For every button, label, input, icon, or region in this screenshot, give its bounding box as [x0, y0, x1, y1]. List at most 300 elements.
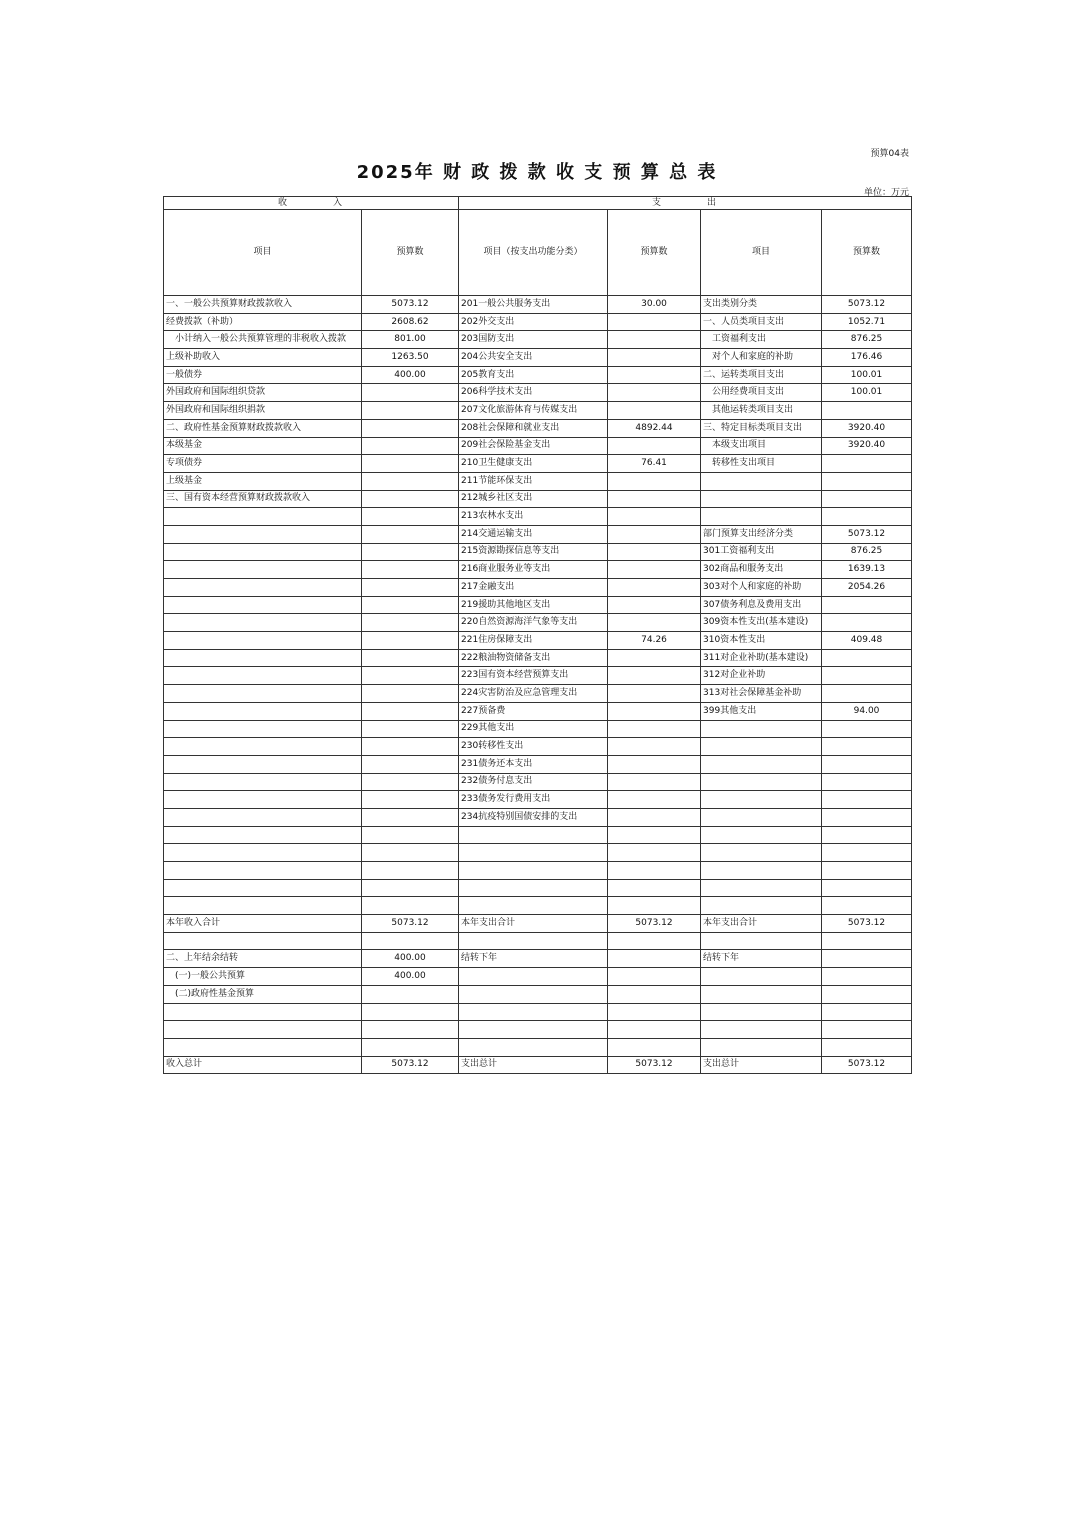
table-row: [164, 755, 912, 773]
income-item-cell: [164, 508, 362, 526]
expense-econ-amount-cell: 2054.26: [822, 579, 912, 597]
income-amount-cell: [362, 596, 459, 614]
expense-econ-amount-cell: 176.46: [822, 349, 912, 367]
table-row: [164, 702, 912, 720]
income-item-cell: [164, 1038, 362, 1056]
expense-econ-cell: 三、特定目标类项目支出: [701, 419, 822, 437]
expense-function-amount-cell: [608, 950, 701, 968]
income-item-cell: 小计纳入一般公共预算管理的非税收入拨款: [164, 331, 362, 349]
expense-econ-cell: [701, 791, 822, 809]
income-amount-cell: 400.00: [362, 366, 459, 384]
table-row: [164, 402, 912, 420]
income-amount-cell: 400.00: [362, 968, 459, 986]
income-item-cell: [164, 826, 362, 844]
income-amount-cell: [362, 791, 459, 809]
column-header: 预算数: [822, 210, 912, 296]
income-amount-cell: [362, 614, 459, 632]
expense-econ-amount-cell: [822, 932, 912, 950]
income-amount-cell: [362, 455, 459, 473]
expense-function-cell: 230转移性支出: [459, 738, 608, 756]
expense-econ-cell: [701, 932, 822, 950]
income-amount-cell: [362, 826, 459, 844]
expense-function-cell: 支出总计: [459, 1056, 608, 1074]
income-amount-cell: [362, 632, 459, 650]
table-row: [164, 455, 912, 473]
expense-function-amount-cell: [608, 685, 701, 703]
expense-function-amount-cell: [608, 490, 701, 508]
expense-econ-amount-cell: 1639.13: [822, 561, 912, 579]
expense-function-cell: [459, 826, 608, 844]
income-amount-cell: [362, 508, 459, 526]
income-item-cell: [164, 667, 362, 685]
table-row: [164, 543, 912, 561]
expense-function-cell: 231债务还本支出: [459, 755, 608, 773]
expense-econ-amount-cell: [822, 1021, 912, 1039]
expense-econ-amount-cell: [822, 685, 912, 703]
expense-econ-amount-cell: 5073.12: [822, 525, 912, 543]
expense-econ-amount-cell: [822, 596, 912, 614]
column-header: 预算数: [362, 210, 459, 296]
income-amount-cell: [362, 543, 459, 561]
table-row: [164, 508, 912, 526]
expense-function-amount-cell: [608, 932, 701, 950]
expense-function-amount-cell: [608, 702, 701, 720]
income-item-cell: [164, 649, 362, 667]
expense-econ-cell: 结转下年: [701, 950, 822, 968]
expense-function-amount-cell: [608, 614, 701, 632]
income-item-cell: 二、政府性基金预算财政拨款收入: [164, 419, 362, 437]
expense-function-amount-cell: [608, 1038, 701, 1056]
expense-function-amount-cell: [608, 402, 701, 420]
expense-econ-cell: [701, 720, 822, 738]
expense-econ-cell: [701, 773, 822, 791]
expense-function-amount-cell: [608, 720, 701, 738]
expense-function-cell: [459, 844, 608, 862]
table-row: [164, 897, 912, 915]
expense-function-amount-cell: [608, 808, 701, 826]
expense-function-cell: 206科学技术支出: [459, 384, 608, 402]
expense-function-cell: 227预备费: [459, 702, 608, 720]
expense-function-amount-cell: [608, 773, 701, 791]
table-row: [164, 738, 912, 756]
income-item-cell: [164, 632, 362, 650]
expense-function-cell: [459, 985, 608, 1003]
table-row: [164, 614, 912, 632]
expense-function-amount-cell: [608, 331, 701, 349]
expense-econ-cell: 309资本性支出(基本建设): [701, 614, 822, 632]
expense-econ-cell: 307债务利息及费用支出: [701, 596, 822, 614]
income-item-cell: [164, 720, 362, 738]
table-row: [164, 667, 912, 685]
expense-function-cell: 205教育支出: [459, 366, 608, 384]
income-item-cell: 本年收入合计: [164, 915, 362, 933]
expense-function-amount-cell: [608, 897, 701, 915]
expense-econ-cell: 313对社会保障基金补助: [701, 685, 822, 703]
income-item-cell: (二)政府性基金预算: [164, 985, 362, 1003]
column-header: 项目: [164, 210, 362, 296]
table-row: [164, 525, 912, 543]
expense-econ-amount-cell: 3920.40: [822, 419, 912, 437]
expense-econ-amount-cell: 5073.12: [822, 1056, 912, 1074]
income-item-cell: 三、国有资本经营预算财政拨款收入: [164, 490, 362, 508]
table-row: [164, 844, 912, 862]
income-amount-cell: [362, 579, 459, 597]
income-amount-cell: [362, 525, 459, 543]
income-amount-cell: 400.00: [362, 950, 459, 968]
table-row: [164, 826, 912, 844]
expense-econ-cell: 本年支出合计: [701, 915, 822, 933]
expense-econ-cell: 其他运转类项目支出: [701, 402, 822, 420]
income-amount-cell: [362, 685, 459, 703]
expense-function-amount-cell: 5073.12: [608, 915, 701, 933]
income-amount-cell: [362, 1021, 459, 1039]
expense-econ-amount-cell: [822, 649, 912, 667]
expense-econ-cell: [701, 738, 822, 756]
expense-function-amount-cell: [608, 755, 701, 773]
expense-econ-cell: 399其他支出: [701, 702, 822, 720]
expense-function-cell: 234抗疫特别国债安排的支出: [459, 808, 608, 826]
expense-function-amount-cell: [608, 579, 701, 597]
expense-econ-amount-cell: [822, 808, 912, 826]
expense-econ-cell: [701, 879, 822, 897]
table-row: [164, 366, 912, 384]
income-item-cell: [164, 862, 362, 880]
expense-econ-cell: 一、人员类项目支出: [701, 313, 822, 331]
expense-function-cell: 220自然资源海洋气象等支出: [459, 614, 608, 632]
expense-econ-amount-cell: [822, 667, 912, 685]
expense-function-cell: 204公共安全支出: [459, 349, 608, 367]
table-row: [164, 419, 912, 437]
income-amount-cell: [362, 879, 459, 897]
expense-function-amount-cell: 4892.44: [608, 419, 701, 437]
table-code: 预算04表: [870, 149, 909, 159]
expense-econ-cell: 工资福利支出: [701, 331, 822, 349]
expense-function-amount-cell: [608, 525, 701, 543]
expense-function-amount-cell: [608, 844, 701, 862]
expense-function-amount-cell: 74.26: [608, 632, 701, 650]
income-item-cell: [164, 702, 362, 720]
income-item-cell: 外国政府和国际组织捐款: [164, 402, 362, 420]
expense-function-cell: 结转下年: [459, 950, 608, 968]
income-item-cell: [164, 897, 362, 915]
expense-function-cell: [459, 968, 608, 986]
expense-function-amount-cell: [608, 1003, 701, 1021]
expense-function-amount-cell: [608, 649, 701, 667]
income-item-cell: [164, 808, 362, 826]
expense-function-amount-cell: [608, 1021, 701, 1039]
income-amount-cell: [362, 561, 459, 579]
expense-function-cell: 213农林水支出: [459, 508, 608, 526]
expense-econ-cell: [701, 1003, 822, 1021]
income-item-cell: [164, 791, 362, 809]
income-item-cell: 上级基金: [164, 472, 362, 490]
expense-function-amount-cell: [608, 667, 701, 685]
income-amount-cell: [362, 1003, 459, 1021]
income-amount-cell: [362, 667, 459, 685]
income-item-cell: 外国政府和国际组织贷款: [164, 384, 362, 402]
expense-function-cell: 214交通运输支出: [459, 525, 608, 543]
table-row: [164, 1056, 912, 1074]
expense-econ-amount-cell: 1052.71: [822, 313, 912, 331]
expense-function-cell: 207文化旅游体育与传媒支出: [459, 402, 608, 420]
table-row: [164, 1003, 912, 1021]
table-row: [164, 791, 912, 809]
expense-function-cell: 208社会保障和就业支出: [459, 419, 608, 437]
expense-econ-amount-cell: [822, 844, 912, 862]
expense-econ-cell: [701, 490, 822, 508]
expense-econ-amount-cell: [822, 950, 912, 968]
expense-section-header: 支 出: [459, 197, 912, 210]
table-row: [164, 915, 912, 933]
expense-econ-amount-cell: [822, 879, 912, 897]
income-amount-cell: [362, 808, 459, 826]
expense-econ-cell: 部门预算支出经济分类: [701, 525, 822, 543]
table-row: [164, 773, 912, 791]
expense-function-cell: [459, 1021, 608, 1039]
expense-econ-amount-cell: [822, 897, 912, 915]
table-row: [164, 950, 912, 968]
expense-econ-amount-cell: [822, 968, 912, 986]
income-amount-cell: [362, 649, 459, 667]
expense-econ-amount-cell: 876.25: [822, 543, 912, 561]
expense-function-cell: 209社会保险基金支出: [459, 437, 608, 455]
expense-function-cell: 本年支出合计: [459, 915, 608, 933]
income-item-cell: 专项债券: [164, 455, 362, 473]
table-row: [164, 579, 912, 597]
income-item-cell: [164, 738, 362, 756]
income-amount-cell: [362, 402, 459, 420]
expense-function-amount-cell: 30.00: [608, 296, 701, 314]
expense-function-cell: 216商业服务业等支出: [459, 561, 608, 579]
income-amount-cell: 5073.12: [362, 296, 459, 314]
expense-econ-cell: [701, 844, 822, 862]
unit-label: 单位：万元: [863, 188, 909, 198]
table-row: [164, 561, 912, 579]
expense-econ-cell: 311对企业补助(基本建设): [701, 649, 822, 667]
expense-function-cell: 224灾害防治及应急管理支出: [459, 685, 608, 703]
expense-econ-cell: 公用经费项目支出: [701, 384, 822, 402]
expense-econ-cell: [701, 1021, 822, 1039]
table-row: [164, 313, 912, 331]
income-amount-cell: [362, 738, 459, 756]
income-amount-cell: [362, 897, 459, 915]
expense-econ-cell: [701, 508, 822, 526]
expense-econ-amount-cell: [822, 826, 912, 844]
expense-function-cell: 203国防支出: [459, 331, 608, 349]
expense-econ-cell: [701, 826, 822, 844]
expense-function-amount-cell: [608, 985, 701, 1003]
expense-econ-cell: [701, 1038, 822, 1056]
expense-function-cell: 229其他支出: [459, 720, 608, 738]
expense-econ-cell: 转移性支出项目: [701, 455, 822, 473]
expense-function-amount-cell: [608, 791, 701, 809]
expense-function-amount-cell: 5073.12: [608, 1056, 701, 1074]
income-item-cell: [164, 773, 362, 791]
expense-econ-cell: [701, 897, 822, 915]
table-row: [164, 932, 912, 950]
income-item-cell: 上级补助收入: [164, 349, 362, 367]
income-item-cell: 本级基金: [164, 437, 362, 455]
expense-econ-cell: 312对企业补助: [701, 667, 822, 685]
expense-econ-amount-cell: [822, 455, 912, 473]
expense-function-cell: 233债务发行费用支出: [459, 791, 608, 809]
table-row: [164, 808, 912, 826]
budget-table-body: [164, 197, 912, 1074]
income-amount-cell: [362, 844, 459, 862]
expense-econ-amount-cell: 876.25: [822, 331, 912, 349]
income-item-cell: [164, 879, 362, 897]
expense-econ-cell: [701, 985, 822, 1003]
column-header: 预算数: [608, 210, 701, 296]
income-item-cell: [164, 755, 362, 773]
expense-econ-cell: [701, 862, 822, 880]
expense-function-cell: 212城乡社区支出: [459, 490, 608, 508]
expense-econ-amount-cell: 100.01: [822, 366, 912, 384]
column-header: 项目: [701, 210, 822, 296]
table-row: [164, 968, 912, 986]
table-row: [164, 685, 912, 703]
expense-function-cell: 215资源勘探信息等支出: [459, 543, 608, 561]
table-row: [164, 1021, 912, 1039]
table-row: [164, 437, 912, 455]
table-row: [164, 490, 912, 508]
expense-econ-amount-cell: [822, 755, 912, 773]
expense-econ-cell: 二、运转类项目支出: [701, 366, 822, 384]
table-row: [164, 632, 912, 650]
expense-econ-amount-cell: [822, 791, 912, 809]
income-item-cell: [164, 543, 362, 561]
income-amount-cell: [362, 862, 459, 880]
expense-function-amount-cell: [608, 879, 701, 897]
expense-function-cell: [459, 897, 608, 915]
expense-econ-amount-cell: 100.01: [822, 384, 912, 402]
table-row: [164, 649, 912, 667]
expense-econ-cell: 301工资福利支出: [701, 543, 822, 561]
expense-function-cell: [459, 879, 608, 897]
expense-function-cell: [459, 1038, 608, 1056]
expense-econ-amount-cell: 5073.12: [822, 915, 912, 933]
income-amount-cell: [362, 755, 459, 773]
income-item-cell: [164, 596, 362, 614]
expense-function-amount-cell: [608, 366, 701, 384]
income-amount-cell: [362, 985, 459, 1003]
income-item-cell: 经费拨款（补助）: [164, 313, 362, 331]
income-item-cell: [164, 561, 362, 579]
column-header: 项目（按支出功能分类）: [459, 210, 608, 296]
income-item-cell: 收入总计: [164, 1056, 362, 1074]
expense-econ-cell: [701, 472, 822, 490]
income-item-cell: [164, 844, 362, 862]
income-amount-cell: 1263.50: [362, 349, 459, 367]
expense-econ-amount-cell: [822, 1003, 912, 1021]
income-item-cell: [164, 614, 362, 632]
expense-function-cell: 223国有资本经营预算支出: [459, 667, 608, 685]
expense-econ-amount-cell: [822, 614, 912, 632]
expense-econ-amount-cell: 5073.12: [822, 296, 912, 314]
expense-econ-amount-cell: [822, 862, 912, 880]
expense-function-amount-cell: [608, 543, 701, 561]
expense-function-amount-cell: [608, 384, 701, 402]
expense-function-amount-cell: [608, 596, 701, 614]
expense-econ-amount-cell: [822, 738, 912, 756]
income-item-cell: 一、一般公共预算财政拨款收入: [164, 296, 362, 314]
expense-function-amount-cell: [608, 968, 701, 986]
income-amount-cell: [362, 419, 459, 437]
income-item-cell: 二、上年结余结转: [164, 950, 362, 968]
expense-function-cell: 221住房保障支出: [459, 632, 608, 650]
expense-function-amount-cell: [608, 561, 701, 579]
expense-function-cell: 210卫生健康支出: [459, 455, 608, 473]
expense-function-amount-cell: [608, 437, 701, 455]
expense-econ-cell: 303对个人和家庭的补助: [701, 579, 822, 597]
expense-econ-amount-cell: [822, 472, 912, 490]
expense-function-amount-cell: [608, 862, 701, 880]
income-item-cell: [164, 525, 362, 543]
income-section-header: 收 入: [164, 197, 459, 210]
page-title: 2025年 财 政 拨 款 收 支 预 算 总 表: [356, 162, 718, 183]
income-item-cell: 一般债券: [164, 366, 362, 384]
section-header-row: [164, 197, 912, 210]
expense-function-cell: 222粮油物资储备支出: [459, 649, 608, 667]
expense-econ-cell: [701, 808, 822, 826]
expense-function-cell: [459, 1003, 608, 1021]
table-row: [164, 472, 912, 490]
budget-table: [163, 196, 912, 1074]
expense-function-cell: 201一般公共服务支出: [459, 296, 608, 314]
income-amount-cell: [362, 702, 459, 720]
income-amount-cell: [362, 720, 459, 738]
expense-function-amount-cell: [608, 508, 701, 526]
income-amount-cell: [362, 472, 459, 490]
table-row: [164, 985, 912, 1003]
table-row: [164, 720, 912, 738]
table-row: [164, 1038, 912, 1056]
expense-econ-cell: [701, 968, 822, 986]
expense-econ-cell: 本级支出项目: [701, 437, 822, 455]
income-amount-cell: 5073.12: [362, 1056, 459, 1074]
expense-econ-amount-cell: [822, 985, 912, 1003]
income-item-cell: [164, 1021, 362, 1039]
table-row: [164, 384, 912, 402]
income-amount-cell: [362, 384, 459, 402]
expense-econ-cell: 支出总计: [701, 1056, 822, 1074]
income-amount-cell: 5073.12: [362, 915, 459, 933]
column-header-row: [164, 210, 912, 296]
income-item-cell: [164, 1003, 362, 1021]
expense-econ-amount-cell: [822, 1038, 912, 1056]
expense-function-amount-cell: [608, 349, 701, 367]
income-item-cell: [164, 579, 362, 597]
income-amount-cell: [362, 773, 459, 791]
expense-function-cell: 202外交支出: [459, 313, 608, 331]
table-row: [164, 296, 912, 314]
expense-econ-amount-cell: 409.48: [822, 632, 912, 650]
expense-econ-cell: 对个人和家庭的补助: [701, 349, 822, 367]
table-row: [164, 331, 912, 349]
expense-econ-amount-cell: [822, 490, 912, 508]
expense-function-amount-cell: [608, 472, 701, 490]
income-amount-cell: [362, 1038, 459, 1056]
expense-econ-cell: 302商品和服务支出: [701, 561, 822, 579]
expense-econ-amount-cell: [822, 720, 912, 738]
expense-econ-amount-cell: 3920.40: [822, 437, 912, 455]
expense-function-amount-cell: [608, 738, 701, 756]
income-item-cell: [164, 685, 362, 703]
table-row: [164, 879, 912, 897]
income-item-cell: [164, 932, 362, 950]
expense-function-amount-cell: [608, 826, 701, 844]
table-row: [164, 862, 912, 880]
